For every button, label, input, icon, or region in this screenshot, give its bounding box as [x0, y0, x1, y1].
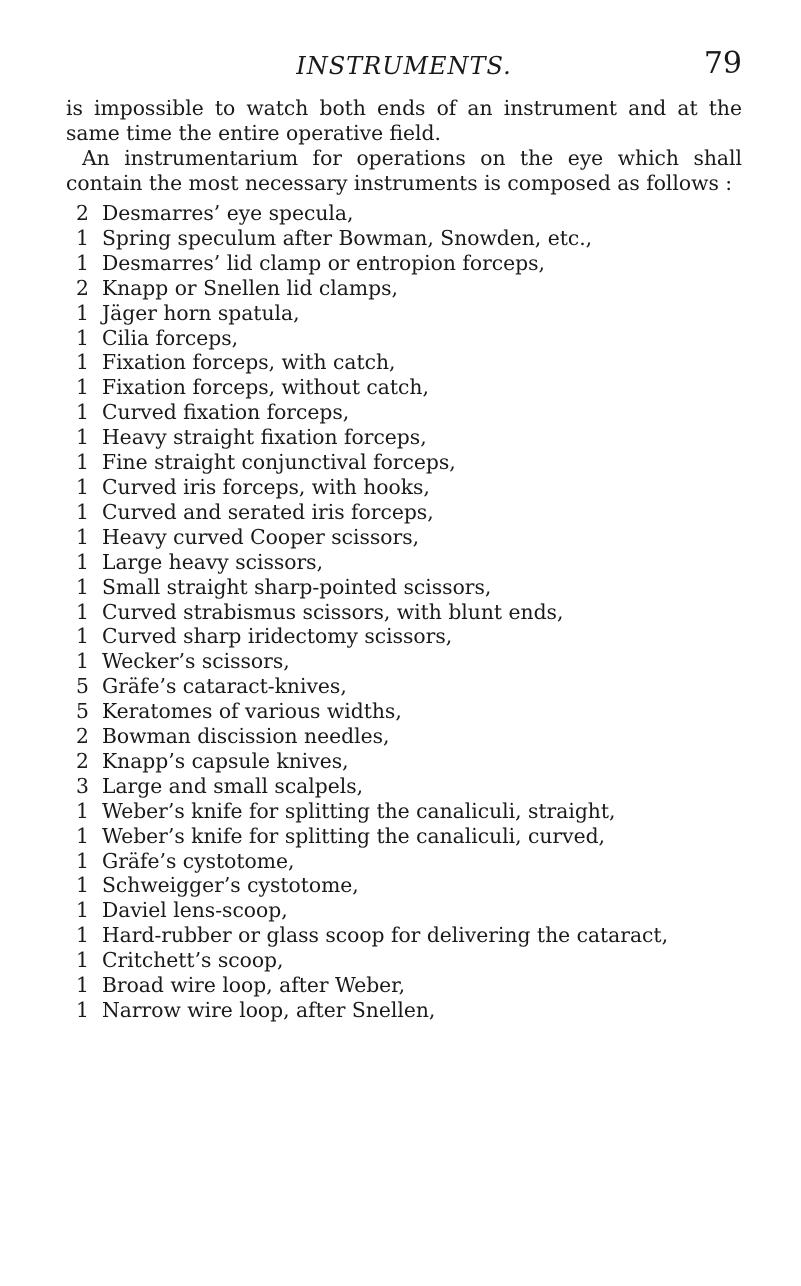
- list-item: [76, 923, 746, 948]
- item-description: Gräfe’s cataract-knives,: [102, 674, 347, 699]
- item-quantity: 1: [76, 923, 89, 948]
- item-description: Heavy curved Cooper scissors,: [102, 524, 420, 549]
- list-item: [76, 226, 746, 251]
- list-item: [76, 475, 746, 500]
- item-quantity: 1: [76, 873, 89, 898]
- list-item: [76, 998, 746, 1023]
- item-description: Bowman discission needles,: [102, 724, 390, 749]
- list-item: [76, 450, 746, 475]
- item-description: Schweigger’s cystotome,: [102, 873, 359, 898]
- item-description: Knapp’s capsule knives,: [102, 748, 349, 773]
- list-item: [76, 948, 746, 973]
- item-quantity: 1: [76, 474, 89, 499]
- item-description: Gräfe’s cystotome,: [102, 848, 295, 873]
- running-title: INSTRUMENTS.: [296, 52, 512, 80]
- list-item: [76, 973, 746, 998]
- page-number: 79: [703, 46, 742, 81]
- list-item: [76, 849, 746, 874]
- item-description: Fixation forceps, without catch,: [102, 375, 429, 400]
- item-quantity: 1: [76, 973, 89, 998]
- item-quantity: 1: [76, 549, 89, 574]
- item-description: Weber’s knife for splitting the canaliculi, curved,: [102, 823, 606, 848]
- item-description: Spring speculum after Bowman, Snowden, etc.,: [102, 225, 593, 250]
- item-quantity: 2: [76, 275, 89, 300]
- item-description: Weber’s knife for splitting the canaliculi, straight,: [102, 798, 616, 823]
- item-quantity: 1: [76, 300, 89, 325]
- list-item: [76, 674, 746, 699]
- list-item: [76, 525, 746, 550]
- item-quantity: 1: [76, 624, 89, 649]
- item-description: Wecker’s scissors,: [102, 649, 290, 674]
- list-item: [76, 326, 746, 351]
- item-description: Large and small scalpels,: [102, 773, 364, 798]
- item-description: Desmarres’ eye specula,: [102, 201, 354, 225]
- item-quantity: 1: [76, 599, 89, 624]
- list-item: [76, 276, 746, 301]
- list-item: [76, 375, 746, 400]
- intro-paragraph-1: is impossible to watch both ends of an instrument and at the same time the entire operative field.: [66, 96, 742, 145]
- item-description: Daviel lens-scoop,: [102, 898, 288, 923]
- list-item: [76, 799, 746, 824]
- item-description: Curved sharp iridectomy scissors,: [102, 624, 453, 649]
- item-description: Jäger horn spatula,: [102, 300, 300, 325]
- list-item: [76, 500, 746, 525]
- item-quantity: 3: [76, 773, 89, 798]
- item-quantity: 1: [76, 325, 89, 350]
- item-description: Critchett’s scoop,: [102, 948, 284, 973]
- list-item: [76, 201, 746, 226]
- list-item: [76, 873, 746, 898]
- item-quantity: 1: [76, 425, 89, 450]
- list-item: [76, 898, 746, 923]
- item-description: Fixation forceps, with catch,: [102, 350, 396, 375]
- item-description: Curved iris forceps, with hooks,: [102, 474, 430, 499]
- item-quantity: 1: [76, 350, 89, 375]
- item-description: Cilia forceps,: [102, 325, 239, 350]
- intro-paragraph-2: An instrumentarium for operations on the eye which shall contain the most necessary instruments is composed as follows :: [66, 146, 742, 195]
- list-item: [76, 425, 746, 450]
- list-item: [76, 400, 746, 425]
- item-quantity: 1: [76, 848, 89, 873]
- item-quantity: 1: [76, 823, 89, 848]
- item-quantity: 2: [76, 201, 89, 225]
- list-item: [76, 550, 746, 575]
- item-quantity: 2: [76, 724, 89, 749]
- item-description: Heavy straight fixation forceps,: [102, 425, 427, 450]
- item-description: Hard-rubber or glass scoop for delivering the cataract,: [102, 923, 669, 948]
- item-quantity: 2: [76, 748, 89, 773]
- item-quantity: 1: [76, 998, 89, 1022]
- list-item: [76, 724, 746, 749]
- item-quantity: 1: [76, 450, 89, 475]
- item-quantity: 5: [76, 674, 89, 699]
- item-description: Large heavy scissors,: [102, 549, 324, 574]
- item-quantity: 1: [76, 499, 89, 524]
- item-description: Narrow wire loop, after Snellen,: [102, 998, 436, 1022]
- item-quantity: 5: [76, 699, 89, 724]
- list-item: [76, 575, 746, 600]
- list-item: [76, 624, 746, 649]
- list-item: [76, 301, 746, 326]
- item-description: Knapp or Snellen lid clamps,: [102, 275, 398, 300]
- list-item: [76, 824, 746, 849]
- item-quantity: 1: [76, 375, 89, 400]
- list-item: [76, 350, 746, 375]
- item-description: Curved and serated iris forceps,: [102, 499, 434, 524]
- item-quantity: 1: [76, 574, 89, 599]
- list-item: [76, 649, 746, 674]
- list-item: [76, 749, 746, 774]
- item-description: Curved strabismus scissors, with blunt ends,: [102, 599, 564, 624]
- item-description: Curved fixation forceps,: [102, 400, 350, 425]
- item-quantity: 1: [76, 948, 89, 973]
- item-description: Broad wire loop, after Weber,: [102, 973, 406, 998]
- item-quantity: 1: [76, 649, 89, 674]
- item-quantity: 1: [76, 250, 89, 275]
- item-description: Desmarres’ lid clamp or entropion forceps,: [102, 250, 545, 275]
- list-item: [76, 251, 746, 276]
- item-quantity: 1: [76, 798, 89, 823]
- item-description: Fine straight conjunctival forceps,: [102, 450, 456, 475]
- list-item: [76, 600, 746, 625]
- item-quantity: 1: [76, 400, 89, 425]
- item-quantity: 1: [76, 524, 89, 549]
- list-item: [76, 699, 746, 724]
- intro-text: [66, 96, 742, 196]
- list-item: [76, 774, 746, 799]
- item-description: Small straight sharp-pointed scissors,: [102, 574, 492, 599]
- item-description: Keratomes of various widths,: [102, 699, 402, 724]
- item-quantity: 1: [76, 225, 89, 250]
- item-quantity: 1: [76, 898, 89, 923]
- page-header: [66, 46, 742, 86]
- instrument-list: [76, 201, 746, 1023]
